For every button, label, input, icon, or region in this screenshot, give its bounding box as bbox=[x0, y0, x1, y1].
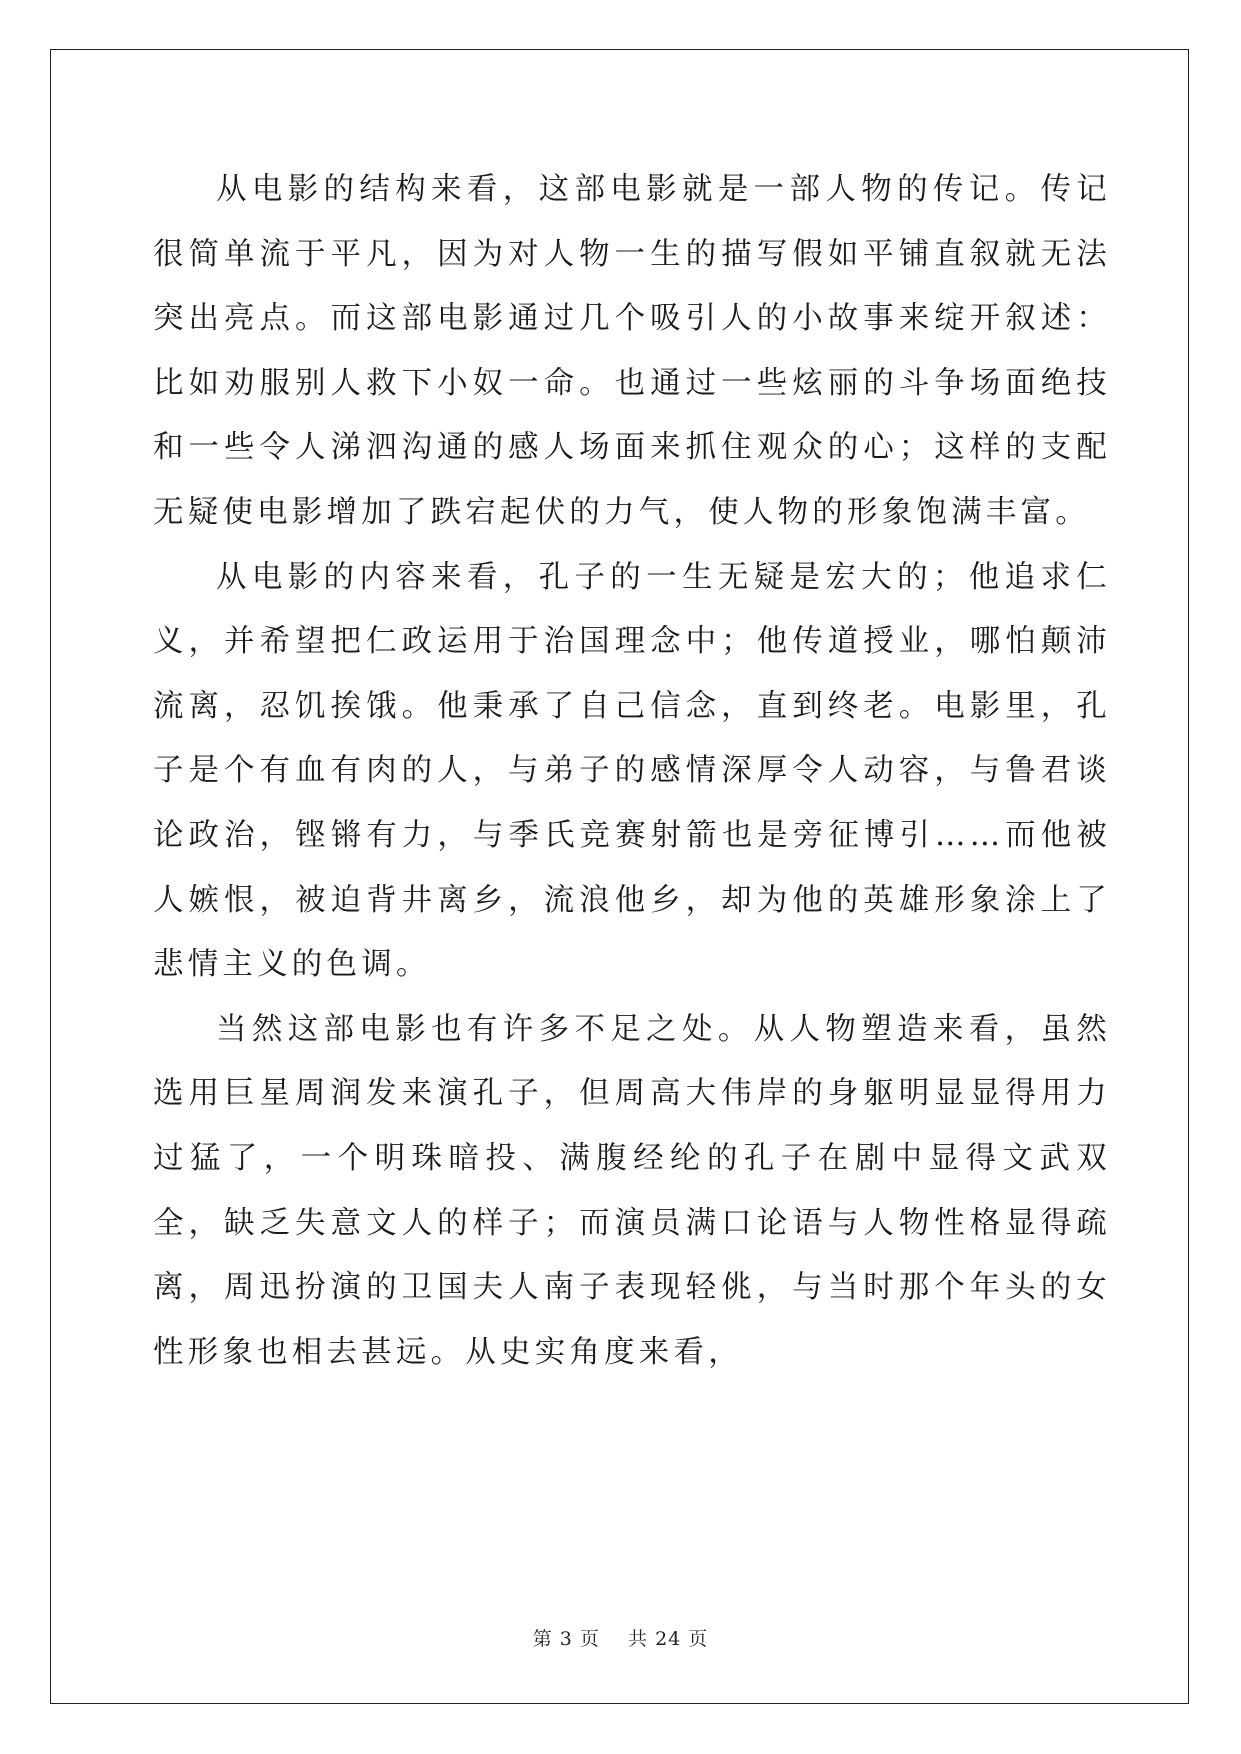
document-body bbox=[153, 158, 1111, 1385]
page-number-label: 第 3 页 共 24 页 bbox=[532, 1628, 709, 1650]
paragraph-content: 从电影的内容来看，孔子的一生无疑是宏大的；他追求仁义，并希望把仁政运用于治国理念中；他传道授业，哪怕颠沛流离，忍饥挨饿。他秉承了自己信念，直到终老。电影里，孔子是个有血有肉的人，与弟子的感情深厚令人动容，与鲁君谈论政治，铿锵有力，与季氏竞赛射箭也是旁征博引……而他被人嫉恨，被迫背井离乡，流浪他乡，却为他的英雄形象涂上了悲情主义的色调。 bbox=[153, 559, 1111, 983]
page-number-footer bbox=[0, 1624, 1241, 1651]
paragraph-shortcomings: 当然这部电影也有许多不足之处。从人物塑造来看，虽然选用巨星周润发来演孔子，但周高大伟岸的身躯明显显得用力过猛了，一个明珠暗投、满腹经纶的孔子在剧中显得文武双全，缺乏失意文人的样子；而演员满口论语与人物性格显得疏离，周迅扮演的卫国夫人南子表现轻佻，与当时那个年头的女性形象也相去甚远。从史实角度来看， bbox=[153, 1011, 1111, 1370]
paragraph-structure: 从电影的结构来看，这部电影就是一部人物的传记。传记很简单流于平凡，因为对人物一生的描写假如平铺直叙就无法突出亮点。而这部电影通过几个吸引人的小故事来绽开叙述：比如劝服别人救下小奴一命。也通过一些炫丽的斗争场面绝技和一些令人涕泗沟通的感人场面来抓住观众的心；这样的支配无疑使电影增加了跌宕起伏的力气，使人物的形象饱满丰富。 bbox=[153, 172, 1111, 530]
